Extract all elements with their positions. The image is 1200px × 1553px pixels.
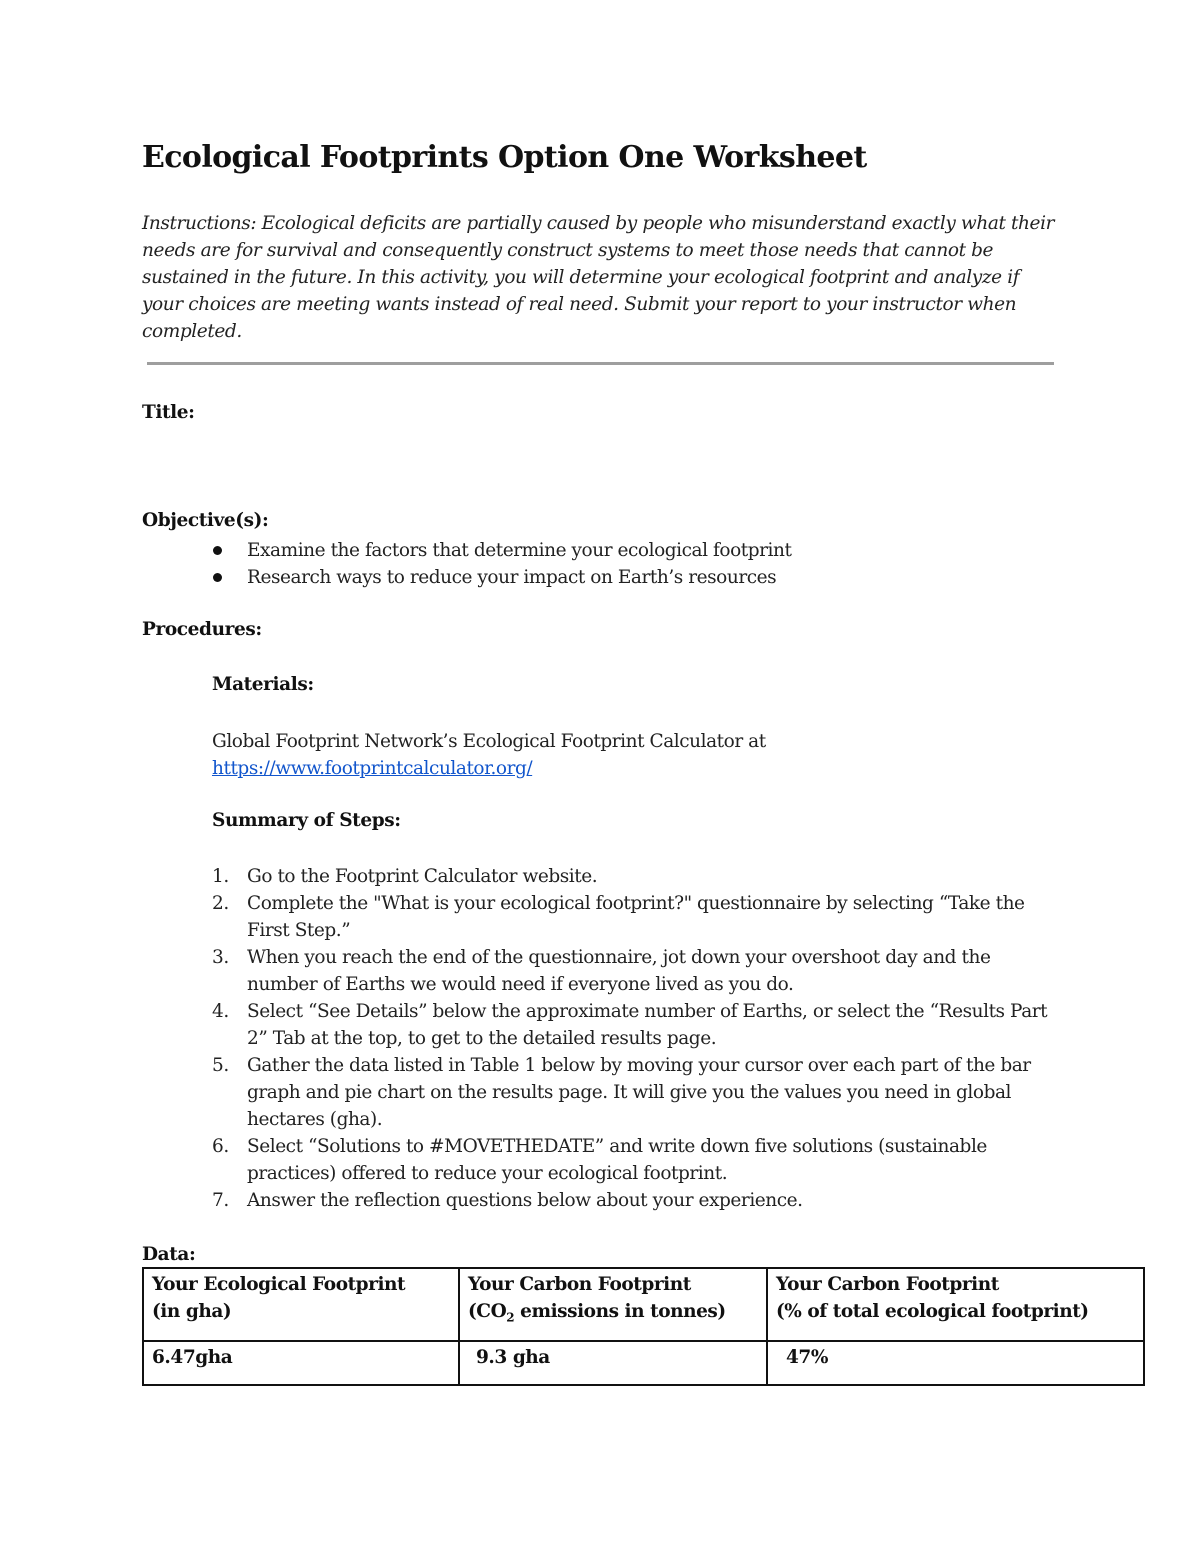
instructions-paragraph: Instructions: Ecological deficits are partially caused by people who misunderstand exactly what their needs are for survival and consequently construct systems to meet those needs that cannot be sustained in the future. In this activity, you will determine your ecological footprint and analyze if your choices are meeting wants instead of real need. Submit your report to your instructor when completed.	[142, 213, 1055, 342]
step-number: 5.	[212, 1055, 229, 1076]
table-row	[143, 1341, 1144, 1385]
step-number: 2.	[212, 893, 229, 914]
step-number: 1.	[212, 866, 229, 887]
steps-label: Summary of Steps:	[212, 810, 401, 831]
data-table	[142, 1267, 1145, 1386]
bullet-icon	[213, 546, 222, 555]
step-text: Go to the Footprint Calculator website.	[247, 866, 598, 887]
header-carbon-footprint-tonnes: Your Carbon Footprint ($CO_2$ emissions in tonnes)	[459, 1268, 767, 1341]
footprint-calculator-link[interactable]: https://www.footprintcalculator.org/	[212, 758, 533, 779]
list-item	[212, 1187, 1057, 1214]
step-text: Select “Solutions to #MOVETHEDATE” and write down five solutions (sustainable practices) offered to reduce your ecological footprint.	[247, 1136, 987, 1184]
materials-text-block	[212, 728, 1057, 782]
objective-text: Examine the factors that determine your ecological footprint	[247, 540, 792, 561]
step-text: Gather the data listed in Table 1 below by moving your cursor over each part of the bar graph and pie chart on the results page. It will give you the values you need in global hectares (gha).	[247, 1055, 1031, 1130]
list-item	[212, 944, 1057, 998]
page-title: Ecological Footprints Option One Worksheet	[142, 140, 867, 175]
table-cell[interactable]: 47%	[767, 1341, 1144, 1385]
step-number: 3.	[212, 947, 229, 968]
materials-text: Global Footprint Network’s Ecological Footprint Calculator at	[212, 731, 766, 752]
step-number: 6.	[212, 1136, 229, 1157]
table-cell[interactable]: 9.3 gha	[459, 1341, 767, 1385]
header-carbon-footprint-percent: Your Carbon Footprint (% of total ecological footprint)	[767, 1268, 1144, 1341]
step-text: Answer the reflection questions below about your experience.	[247, 1190, 803, 1211]
table-header-row	[143, 1268, 1144, 1341]
table-cell[interactable]: 6.47gha	[143, 1341, 459, 1385]
list-item	[212, 890, 1057, 944]
objectives-label: Objective(s):	[142, 510, 269, 531]
objectives-list	[212, 537, 791, 591]
procedures-label: Procedures:	[142, 619, 262, 640]
header-ecological-footprint: Your Ecological Footprint (in gha)	[143, 1268, 459, 1341]
data-label: Data:	[142, 1244, 196, 1265]
step-number: 4.	[212, 1001, 229, 1022]
step-text: Complete the "What is your ecological footprint?" questionnaire by selecting “Take the First Step.”	[247, 893, 1025, 941]
step-number: 7.	[212, 1190, 229, 1211]
materials-label: Materials:	[212, 674, 314, 695]
horizontal-divider	[147, 362, 1054, 365]
list-item	[212, 1052, 1057, 1133]
list-item	[212, 998, 1057, 1052]
objective-text: Research ways to reduce your impact on Earth’s resources	[247, 567, 777, 588]
list-item	[212, 564, 791, 591]
step-text: When you reach the end of the questionnaire, jot down your overshoot day and the number of Earths we would need if everyone lived as you do.	[247, 947, 991, 995]
bullet-icon	[213, 573, 222, 582]
step-text: Select “See Details” below the approximate number of Earths, or select the “Results Part 2” Tab at the top, to get to the detailed results page.	[247, 1001, 1048, 1049]
list-item	[212, 1133, 1057, 1187]
title-label: Title:	[142, 402, 195, 423]
list-item	[212, 537, 791, 564]
list-item	[212, 863, 1057, 890]
steps-list	[212, 863, 1057, 1214]
